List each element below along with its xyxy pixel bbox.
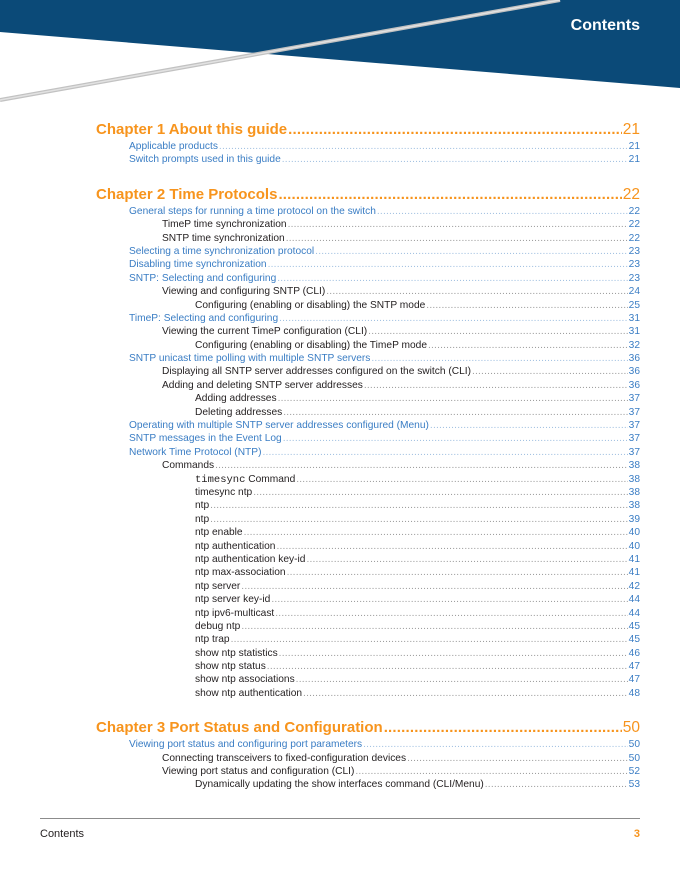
table-of-contents: [96, 120, 640, 792]
toc-entry-label: [195, 593, 270, 606]
toc-page-number: 21: [628, 154, 640, 166]
toc-chapter-entry[interactable]: [96, 120, 640, 140]
toc-entry[interactable]: [96, 607, 640, 620]
toc-dot-leader: [287, 566, 628, 579]
toc-entry-label: [162, 365, 471, 378]
toc-chapter-title: Chapter 3 Port Status and Configuration: [96, 719, 383, 737]
toc-entry-label: [195, 540, 275, 553]
toc-entry-label: [129, 205, 376, 218]
toc-entry-label: [129, 153, 281, 166]
toc-entry[interactable]: [96, 299, 640, 312]
toc-dot-leader: [283, 432, 628, 445]
toc-entry-text: show ntp associations: [195, 674, 295, 686]
toc-entry-label: [129, 352, 370, 365]
toc-entry[interactable]: [96, 526, 640, 539]
toc-entry-label: [129, 446, 261, 459]
toc-dot-leader: [231, 633, 628, 646]
toc-entry-text: timesync ntp: [195, 486, 253, 498]
toc-entry[interactable]: [96, 218, 640, 231]
toc-entry-label: [162, 285, 325, 298]
toc-entry[interactable]: [96, 245, 640, 258]
toc-entry-text: show ntp status: [195, 661, 266, 673]
toc-entry[interactable]: [96, 205, 640, 218]
toc-dot-leader: [275, 607, 627, 620]
toc-entry-label: [129, 419, 429, 432]
toc-dot-leader: [384, 718, 622, 738]
toc-entry-text: Deleting addresses: [195, 406, 283, 418]
toc-entry-text: Viewing the current TimeP configuration (CLI): [162, 326, 368, 338]
toc-entry[interactable]: [96, 633, 640, 646]
toc-dot-leader: [288, 218, 628, 231]
toc-entry[interactable]: [96, 473, 640, 486]
toc-dot-leader: [244, 526, 628, 539]
toc-entry[interactable]: [96, 339, 640, 352]
toc-entry-label: [162, 752, 406, 765]
toc-entry-text: show ntp statistics: [195, 647, 278, 659]
toc-dot-leader: [283, 406, 627, 419]
toc-entry[interactable]: [96, 553, 640, 566]
toc-dot-leader: [219, 140, 628, 153]
toc-entry[interactable]: [96, 459, 640, 472]
toc-entry-text: Configuring (enabling or disabling) the SNTP mode: [195, 299, 426, 311]
page-header-title: Contents: [570, 17, 640, 34]
toc-chapter-title: Chapter 1 About this guide: [96, 121, 288, 138]
toc-entry-text: ntp ipv6-multicast: [195, 607, 275, 619]
toc-entry-text: Adding addresses: [195, 393, 277, 405]
toc-entry-label: [129, 258, 267, 271]
toc-dot-leader: [288, 120, 622, 140]
toc-entry-label: [162, 459, 214, 472]
toc-entry[interactable]: [96, 419, 640, 432]
toc-entry-label: [195, 499, 209, 512]
toc-entry-label: [195, 647, 278, 660]
toc-page-number: 45: [628, 634, 640, 646]
toc-page-number: 41: [628, 553, 640, 565]
toc-entry[interactable]: [96, 593, 640, 606]
toc-entry-label: [129, 140, 218, 153]
toc-entry-label: [195, 687, 302, 700]
toc-entry-label: [195, 553, 305, 566]
toc-dot-leader: [277, 272, 627, 285]
toc-entry[interactable]: [96, 153, 640, 166]
toc-entry-label: [195, 406, 282, 419]
toc-page-number: 25: [628, 299, 640, 311]
toc-entry-text: Commands: [162, 460, 215, 472]
toc-page-number: 48: [628, 687, 640, 699]
toc-dot-leader: [355, 765, 627, 778]
toc-entry-label: [195, 633, 230, 646]
toc-page-number: 47: [628, 661, 640, 673]
toc-page-number: 31: [628, 312, 640, 324]
toc-page-number: 39: [628, 513, 640, 525]
toc-page-number: 46: [628, 647, 640, 659]
toc-entry-text: Switch prompts used in this guide: [129, 154, 281, 166]
toc-entry-text: TimeP: Selecting and configuring: [129, 312, 279, 324]
toc-dot-leader: [306, 553, 627, 566]
toc-dot-leader: [267, 660, 628, 673]
toc-entry[interactable]: [96, 432, 640, 445]
toc-entry-label: [195, 526, 243, 539]
toc-dot-leader: [296, 673, 628, 686]
toc-page-number: 22: [622, 185, 640, 203]
toc-page-number: 40: [628, 540, 640, 552]
toc-chapter-entry[interactable]: [96, 185, 640, 205]
toc-entry-text: ntp trap: [195, 634, 230, 646]
toc-dot-leader: [282, 153, 628, 166]
toc-page-number: 52: [628, 766, 640, 778]
toc-page-number: 38: [628, 486, 640, 498]
toc-entry-label: [195, 566, 286, 579]
toc-entry-text: Selecting a time synchronization protocol: [129, 245, 315, 257]
toc-page-number: 37: [628, 420, 640, 432]
toc-entry-text: ntp authentication key-id: [195, 553, 306, 565]
toc-page-number: 36: [628, 366, 640, 378]
toc-page-number: 50: [622, 719, 640, 737]
toc-entry-text: Connecting transceivers to fixed-configuration devices: [162, 752, 407, 764]
footer-section-name: Contents: [40, 828, 85, 840]
toc-entry-label: [129, 432, 282, 445]
toc-entry[interactable]: [96, 660, 640, 673]
toc-entry[interactable]: [96, 258, 640, 271]
toc-dot-leader: [472, 365, 628, 378]
toc-entry-label: [129, 272, 276, 285]
toc-dot-leader: [279, 312, 628, 325]
toc-dot-leader: [326, 285, 627, 298]
toc-entry-label: [195, 607, 274, 620]
toc-entry-text: ntp server: [195, 580, 241, 592]
toc-page-number: 47: [628, 674, 640, 686]
toc-page-number: 53: [628, 779, 640, 791]
toc-page-number: 41: [628, 567, 640, 579]
toc-entry-label: [162, 232, 285, 245]
toc-entry[interactable]: [96, 738, 640, 751]
toc-dot-leader: [303, 687, 628, 700]
toc-entry-text: Applicable products: [129, 141, 218, 152]
toc-page-number: 36: [628, 353, 640, 365]
toc-page-number: 44: [628, 594, 640, 606]
toc-dot-leader: [253, 486, 627, 499]
toc-dot-leader: [363, 738, 628, 751]
toc-dot-leader: [210, 499, 627, 512]
toc-entry[interactable]: [96, 540, 640, 553]
toc-entry-label: [195, 299, 425, 312]
toc-dot-leader: [276, 540, 627, 553]
toc-entry-text: SNTP time synchronization: [162, 232, 285, 244]
toc-page-number: 24: [628, 286, 640, 298]
toc-page-number: 21: [628, 141, 640, 152]
toc-entry[interactable]: [96, 285, 640, 298]
toc-dot-leader: [241, 580, 627, 593]
toc-entry-label: [162, 379, 363, 392]
toc-dot-leader: [271, 593, 627, 606]
toc-dot-leader: [315, 245, 627, 258]
toc-page-number: 37: [628, 446, 640, 458]
toc-entry[interactable]: [96, 325, 640, 338]
toc-entry-text: Operating with multiple SNTP server addresses configured (Menu): [129, 420, 429, 432]
toc-entry-text: ntp max-association: [195, 567, 286, 579]
toc-entry[interactable]: [96, 647, 640, 660]
toc-entry[interactable]: [96, 778, 640, 791]
toc-entry[interactable]: [96, 352, 640, 365]
toc-entry-label: [162, 218, 287, 231]
toc-page-number: 22: [628, 232, 640, 244]
toc-entry-code: timesync: [195, 473, 246, 486]
toc-page-number: 36: [628, 379, 640, 391]
toc-entry-text: ntp: [195, 513, 210, 525]
toc-entry[interactable]: [96, 513, 640, 526]
toc-entry-label: [162, 765, 354, 778]
toc-entry-label: [195, 486, 252, 499]
toc-entry-text: Viewing port status and configuration (CLI): [162, 766, 355, 778]
toc-entry-text: show ntp authentication: [195, 687, 303, 699]
toc-entry-label: [195, 580, 240, 593]
toc-chapter-entry[interactable]: [96, 718, 640, 738]
toc-page-number: 22: [628, 205, 640, 217]
toc-dot-leader: [278, 185, 621, 205]
toc-entry-text: Viewing port status and configuring port parameters: [129, 739, 363, 751]
toc-entry[interactable]: [96, 486, 640, 499]
toc-entry-text: Network Time Protocol (NTP): [129, 446, 262, 458]
toc-chapter-title: Chapter 2 Time Protocols: [96, 185, 278, 203]
toc-entry-text: Configuring (enabling or disabling) the TimeP mode: [195, 339, 427, 351]
toc-page-number: 40: [628, 527, 640, 539]
toc-entry[interactable]: [96, 752, 640, 765]
toc-entry[interactable]: [96, 140, 640, 153]
footer-divider: [40, 818, 640, 819]
toc-entry[interactable]: [96, 272, 640, 285]
toc-entry-text: SNTP: Selecting and configuring: [129, 272, 277, 284]
toc-entry-text: Dynamically updating the show interfaces command (CLI/Menu): [195, 779, 484, 791]
toc-dot-leader: [368, 325, 627, 338]
toc-dot-leader: [278, 392, 628, 405]
toc-page-number: 31: [628, 326, 640, 338]
toc-entry[interactable]: [96, 232, 640, 245]
toc-entry[interactable]: [96, 499, 640, 512]
toc-page-number: 50: [628, 739, 640, 751]
toc-dot-leader: [296, 473, 627, 486]
toc-page-number: 37: [628, 433, 640, 445]
toc-entry-label: [195, 513, 209, 526]
toc-entry-label: [195, 673, 295, 686]
toc-entry-label: [129, 245, 314, 258]
toc-entry[interactable]: [96, 687, 640, 700]
toc-page-number: 23: [628, 259, 640, 271]
toc-entry[interactable]: [96, 765, 640, 778]
toc-entry-text: TimeP time synchronization: [162, 219, 287, 231]
toc-entry-label: [195, 339, 427, 352]
toc-entry-text: Viewing and configuring SNTP (CLI): [162, 286, 326, 298]
toc-entry[interactable]: [96, 620, 640, 633]
toc-entry[interactable]: [96, 566, 640, 579]
toc-entry[interactable]: [96, 392, 640, 405]
toc-dot-leader: [364, 379, 628, 392]
toc-dot-leader: [426, 299, 627, 312]
toc-entry-text: ntp: [195, 500, 210, 512]
toc-entry[interactable]: [96, 446, 640, 459]
toc-entry[interactable]: [96, 673, 640, 686]
toc-dot-leader: [428, 339, 628, 352]
toc-entry-label: [195, 473, 295, 487]
toc-page-number: 38: [628, 500, 640, 512]
toc-dot-leader: [262, 446, 627, 459]
toc-entry[interactable]: [96, 406, 640, 419]
toc-page-number: 37: [628, 406, 640, 418]
toc-dot-leader: [210, 513, 627, 526]
toc-entry-text: debug ntp: [195, 620, 241, 632]
toc-page-number: 22: [628, 219, 640, 231]
toc-page-number: 32: [628, 339, 640, 351]
toc-entry-text: ntp enable: [195, 527, 243, 539]
toc-dot-leader: [407, 752, 628, 765]
toc-page-number: 38: [628, 460, 640, 472]
toc-entry-text: SNTP unicast time polling with multiple SNTP servers: [129, 353, 371, 365]
toc-entry-text: Disabling time synchronization: [129, 259, 267, 271]
toc-entry[interactable]: [96, 365, 640, 378]
toc-entry-text: SNTP messages in the Event Log: [129, 433, 282, 445]
toc-page-number: 42: [628, 580, 640, 592]
toc-page-number: 23: [628, 245, 640, 257]
toc-page-number: 44: [628, 607, 640, 619]
toc-page-number: 38: [628, 473, 640, 485]
toc-dot-leader: [215, 459, 628, 472]
toc-entry-text: Displaying all SNTP server addresses configured on the switch (CLI): [162, 366, 471, 378]
toc-page-number: 50: [628, 752, 640, 764]
toc-entry-label: [195, 392, 277, 405]
toc-entry-text: ntp authentication: [195, 540, 276, 552]
toc-entry-label: [195, 660, 266, 673]
toc-entry-label: [129, 738, 362, 751]
toc-page-number: 23: [628, 272, 640, 284]
toc-entry-text: ntp server key-id: [195, 594, 271, 606]
toc-entry-label: [195, 778, 484, 791]
toc-dot-leader: [371, 352, 627, 365]
toc-dot-leader: [279, 647, 628, 660]
toc-entry-text: General steps for running a time protocol on the switch: [129, 205, 376, 217]
toc-page-number: 45: [628, 620, 640, 632]
toc-page-number: 21: [622, 121, 640, 138]
toc-entry[interactable]: [96, 379, 640, 392]
toc-dot-leader: [377, 205, 628, 218]
toc-entry-label: [129, 312, 278, 325]
toc-entry[interactable]: [96, 580, 640, 593]
toc-page-number: 37: [628, 393, 640, 405]
toc-dot-leader: [485, 778, 628, 791]
toc-dot-leader: [241, 620, 627, 633]
toc-dot-leader: [286, 232, 628, 245]
toc-dot-leader: [268, 258, 628, 271]
footer-page-number: 3: [633, 828, 640, 840]
toc-entry[interactable]: [96, 312, 640, 325]
toc-entry-label: [195, 620, 240, 633]
toc-entry-label: [162, 325, 367, 338]
toc-entry-text: Command: [245, 473, 296, 485]
toc-entry-text: Adding and deleting SNTP server addresses: [162, 379, 363, 391]
toc-dot-leader: [430, 419, 628, 432]
